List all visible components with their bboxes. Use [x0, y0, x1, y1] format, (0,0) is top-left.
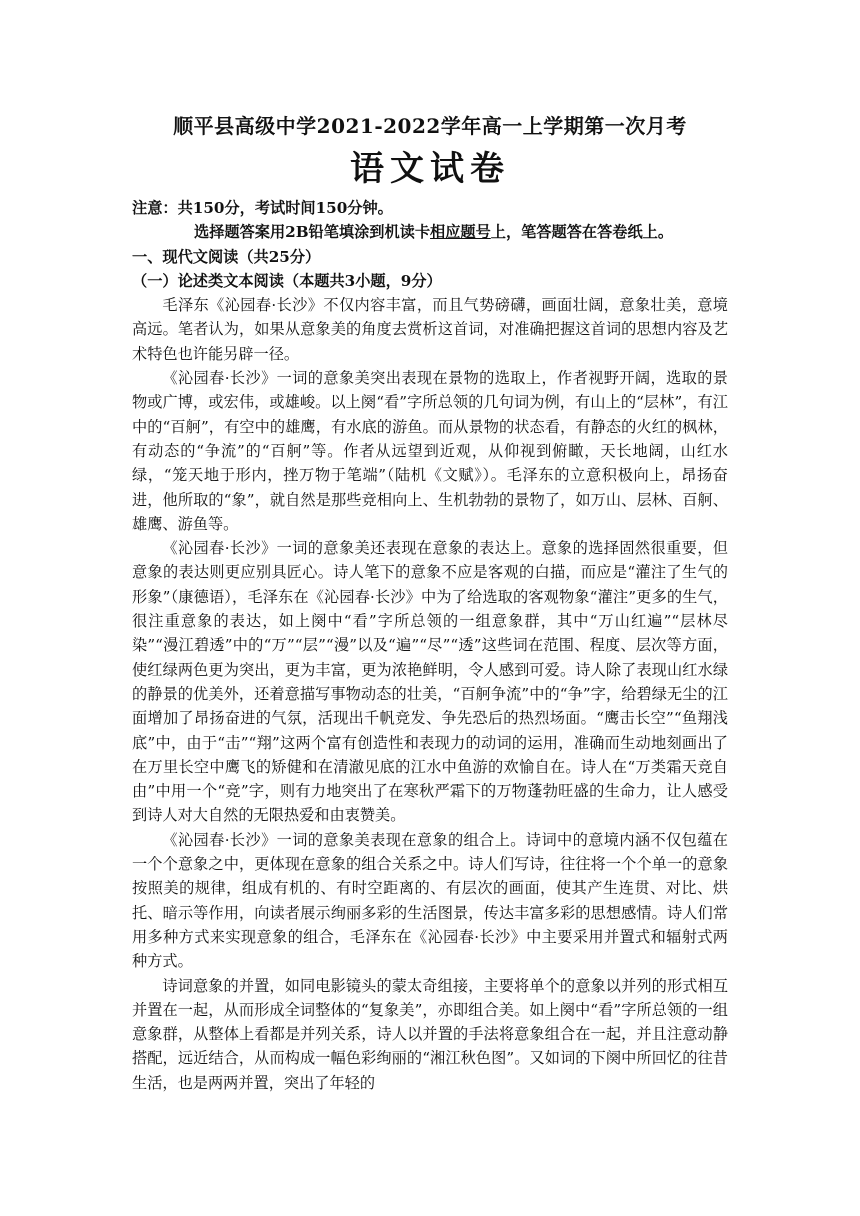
paragraph-1: 毛泽东《沁园春·长沙》不仅内容丰富，而且气势磅礴，画面壮阔，意象壮美，意境高远。笔者认为，如果从意象美的角度去赏析这首词，对准确把握这首词的思想内容及艺术特色也许能另辟一径。: [132, 296, 728, 363]
notice-line-2: [132, 220, 728, 244]
paragraph-2: 《沁园春·长沙》一词的意象美突出表现在景物的选取上，作者视野开阔，选取的景物或广博，或宏伟，或雄峻。以上阕“看”字所总领的几句词为例，有山上的“层林”，有江中的“百舸”，有空中的雄鹰，有水底的游鱼。而从景物的状态看，有静态的火红的枫林，有动态的“争流”的“百舸”等。作者从远望到近观，从仰视到俯瞰，天长地阔，山红水绿，“笼天地于形内，挫万物于笔端”（陆机《文赋》）。毛泽东的立意积极向上，昂扬奋进，他所取的“象”，就自然是那些竞相向上、生机勃勃的景物了，如万山、层林、百舸、雄鹰、游鱼等。: [132, 369, 728, 533]
exam-page: [132, 112, 728, 1095]
notice-line-2-underlined: 相应题号: [430, 223, 491, 242]
paragraph-3: 《沁园春·长沙》一词的意象美还表现在意象的表达上。意象的选择固然很重要，但意象的表达则更应别具匠心。诗人笔下的意象不应是客观的白描，而应是“灌注了生气的形象”（康德语），毛泽东在《沁园春·长沙》中为了给选取的客观物象“灌注”更多的生气，很注重意象的表达，如上阕中“看”字所总领的一组意象群，其中“万山红遍”“层林尽染”“漫江碧透”中的“万”“层”“漫”以及“遍”“尽”“透”这些词在范围、程度、层次等方面，使红绿两色更为突出，更为丰富，更为浓艳鲜明，令人感到可爱。诗人除了表现山红水绿的静景的优美外，还着意描写事物动态的壮美，“百舸争流”中的“争”字，给碧绿无尘的江面增加了昂扬奋进的气氛，活现出千帆竞发、争先恐后的热烈场面。“鹰击长空”“鱼翔浅底”中，由于“击”“翔”这两个富有创造性和表现力的动词的运用，准确而生动地刻画出了在万里长空中鹰飞的矫健和在清澈见底的江水中鱼游的欢愉自在。诗人在“万类霜天竞自由”中用一个“竞”字，则有力地突出了在寒秋严霜下的万物蓬勃旺盛的生命力，让人感受到诗人对大自然的无限热爱和由衷赞美。: [132, 539, 728, 825]
notice-line-1: 注意：共150分，考试时间150分钟。: [132, 199, 393, 217]
section-heading: 一、现代文阅读（共25分）: [132, 247, 321, 266]
paragraph-5: 诗词意象的并置，如同电影镜头的蒙太奇组接，主要将单个的意象以并列的形式相互并置在一起，从而形成全词整体的“复象美”，亦即组合美。如上阕中“看”字所总领的一组意象群，从整体上看都是并列关系，诗人以并置的手法将意象组合在一起，并且注意动静搭配，远近结合，从而构成一幅色彩绚丽的“湘江秋色图”。又如词的下阕中所回忆的往昔生活，也是两两并置，突出了年轻的: [132, 976, 728, 1092]
paragraph-4: 《沁园春·长沙》一词的意象美表现在意象的组合上。诗词中的意境内涵不仅包蕴在一个个意象之中，更体现在意象的组合关系之中。诗人们写诗，往往将一个个单一的意象按照美的规律，组成有机的、有时空距离的、有层次的画面，使其产生连贯、对比、烘托、暗示等作用，向读者展示绚丽多彩的生活图景，传达丰富多彩的思想感情。诗人们常用多种方式来实现意象的组合，毛泽东在《沁园春·长沙》中主要采用并置式和辐射式两种方式。: [132, 830, 728, 971]
notice-line-2-after: 上，笔答题答在答卷纸上。: [490, 223, 674, 242]
section-subheading: （一）论述类文本阅读（本题共3小题，9分）: [132, 271, 442, 290]
subject-title: 语文试卷: [350, 149, 510, 189]
exam-title: 顺平县高级中学2021-2022学年高一上学期第一次月考: [173, 114, 687, 138]
notice-line-2-before: 选择题答案用2B铅笔填涂到机读卡: [194, 223, 431, 242]
